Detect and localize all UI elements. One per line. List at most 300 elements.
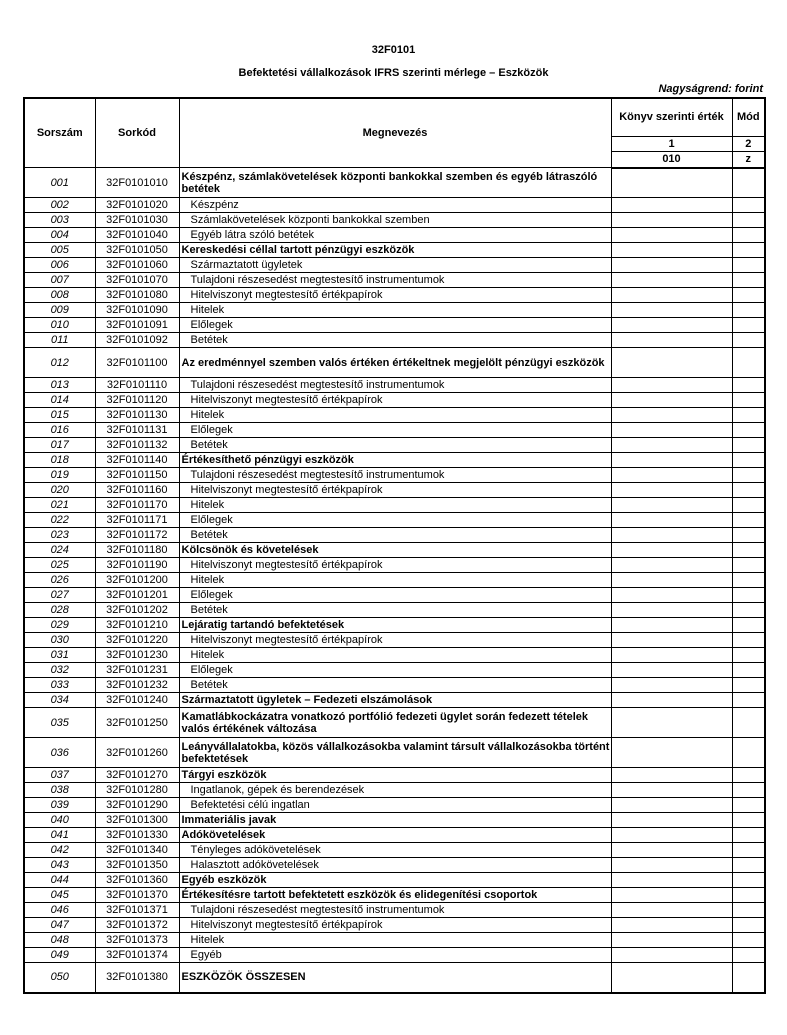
table-row bbox=[24, 933, 765, 948]
value-cell-mod[interactable] bbox=[732, 198, 765, 213]
value-cell-mod[interactable] bbox=[732, 933, 765, 948]
value-cell-konyv[interactable] bbox=[611, 438, 732, 453]
value-cell-konyv[interactable] bbox=[611, 798, 732, 813]
value-cell-mod[interactable] bbox=[732, 438, 765, 453]
value-cell-mod[interactable] bbox=[732, 858, 765, 873]
row-number: 045 bbox=[24, 888, 95, 903]
table-row bbox=[24, 228, 765, 243]
row-number: 044 bbox=[24, 873, 95, 888]
value-cell-konyv[interactable] bbox=[611, 933, 732, 948]
table-row bbox=[24, 738, 765, 768]
table-row bbox=[24, 198, 765, 213]
table-row bbox=[24, 498, 765, 513]
col-code-konyv: 010 bbox=[611, 152, 732, 168]
row-code: 32F0101170 bbox=[95, 498, 179, 513]
value-cell-mod[interactable] bbox=[732, 168, 765, 198]
value-cell-konyv[interactable] bbox=[611, 873, 732, 888]
row-label: Hitelviszonyt megtestesítő értékpapírok bbox=[179, 558, 611, 573]
row-number: 018 bbox=[24, 453, 95, 468]
table-row bbox=[24, 213, 765, 228]
value-cell-mod[interactable] bbox=[732, 258, 765, 273]
value-cell-mod[interactable] bbox=[732, 618, 765, 633]
row-label: Betétek bbox=[179, 678, 611, 693]
table-row bbox=[24, 453, 765, 468]
value-cell-konyv[interactable] bbox=[611, 678, 732, 693]
row-code: 32F0101060 bbox=[95, 258, 179, 273]
row-code: 32F0101350 bbox=[95, 858, 179, 873]
value-cell-konyv[interactable] bbox=[611, 633, 732, 648]
value-cell-konyv[interactable] bbox=[611, 408, 732, 423]
value-cell-mod[interactable] bbox=[732, 693, 765, 708]
value-cell-konyv[interactable] bbox=[611, 243, 732, 258]
table-row bbox=[24, 558, 765, 573]
row-number: 047 bbox=[24, 918, 95, 933]
table-row bbox=[24, 378, 765, 393]
value-cell-konyv[interactable] bbox=[611, 783, 732, 798]
row-code: 32F0101260 bbox=[95, 738, 179, 768]
value-cell-konyv[interactable] bbox=[611, 288, 732, 303]
value-cell-mod[interactable] bbox=[732, 408, 765, 423]
row-label: ESZKÖZÖK ÖSSZESEN bbox=[179, 963, 611, 993]
table-row bbox=[24, 543, 765, 558]
row-number: 050 bbox=[24, 963, 95, 993]
value-cell-konyv[interactable] bbox=[611, 318, 732, 333]
value-cell-konyv[interactable] bbox=[611, 303, 732, 318]
row-code: 32F0101201 bbox=[95, 588, 179, 603]
row-code: 32F0101091 bbox=[95, 318, 179, 333]
row-label: Előlegek bbox=[179, 318, 611, 333]
table-row bbox=[24, 423, 765, 438]
row-number: 007 bbox=[24, 273, 95, 288]
row-number: 002 bbox=[24, 198, 95, 213]
value-cell-konyv[interactable] bbox=[611, 918, 732, 933]
value-cell-mod[interactable] bbox=[732, 588, 765, 603]
table-row bbox=[24, 603, 765, 618]
row-code: 32F0101131 bbox=[95, 423, 179, 438]
value-cell-mod[interactable] bbox=[732, 453, 765, 468]
col-number-mod: 2 bbox=[732, 136, 765, 151]
row-number: 043 bbox=[24, 858, 95, 873]
value-cell-mod[interactable] bbox=[732, 603, 765, 618]
unit-label: Nagyságrend: forint bbox=[658, 83, 763, 95]
row-code: 32F0101372 bbox=[95, 918, 179, 933]
row-code: 32F0101180 bbox=[95, 543, 179, 558]
row-code: 32F0101130 bbox=[95, 408, 179, 423]
row-number: 028 bbox=[24, 603, 95, 618]
table-row bbox=[24, 678, 765, 693]
value-cell-konyv[interactable] bbox=[611, 498, 732, 513]
row-code: 32F0101340 bbox=[95, 843, 179, 858]
row-label: Származtatott ügyletek bbox=[179, 258, 611, 273]
form-code: 32F0101 bbox=[371, 44, 416, 56]
row-label: Hitelek bbox=[179, 498, 611, 513]
row-code: 32F0101270 bbox=[95, 768, 179, 783]
table-row bbox=[24, 318, 765, 333]
value-cell-mod[interactable] bbox=[732, 663, 765, 678]
row-code: 32F0101300 bbox=[95, 813, 179, 828]
value-cell-konyv[interactable] bbox=[611, 558, 732, 573]
row-number: 037 bbox=[24, 768, 95, 783]
value-cell-mod[interactable] bbox=[732, 738, 765, 768]
value-cell-konyv[interactable] bbox=[611, 468, 732, 483]
table-row bbox=[24, 573, 765, 588]
value-cell-konyv[interactable] bbox=[611, 423, 732, 438]
row-code: 32F0101160 bbox=[95, 483, 179, 498]
row-label: Hitelviszonyt megtestesítő értékpapírok bbox=[179, 633, 611, 648]
row-number: 004 bbox=[24, 228, 95, 243]
row-label: Hitelek bbox=[179, 303, 611, 318]
value-cell-konyv[interactable] bbox=[611, 348, 732, 378]
row-label: Halasztott adókövetelések bbox=[179, 858, 611, 873]
row-label: Betétek bbox=[179, 438, 611, 453]
row-label: Előlegek bbox=[179, 423, 611, 438]
value-cell-mod[interactable] bbox=[732, 348, 765, 378]
row-label: Készpénz bbox=[179, 198, 611, 213]
value-cell-konyv[interactable] bbox=[611, 738, 732, 768]
value-cell-mod[interactable] bbox=[732, 798, 765, 813]
value-cell-konyv[interactable] bbox=[611, 663, 732, 678]
table-row bbox=[24, 438, 765, 453]
row-label: Egyéb bbox=[179, 948, 611, 963]
value-cell-konyv[interactable] bbox=[611, 543, 732, 558]
row-number: 003 bbox=[24, 213, 95, 228]
row-label: Hitelek bbox=[179, 573, 611, 588]
table-row bbox=[24, 273, 765, 288]
row-number: 031 bbox=[24, 648, 95, 663]
value-cell-konyv[interactable] bbox=[611, 648, 732, 663]
table-row bbox=[24, 288, 765, 303]
row-label: Hitelek bbox=[179, 648, 611, 663]
row-code: 32F0101080 bbox=[95, 288, 179, 303]
row-label: Betétek bbox=[179, 528, 611, 543]
table-row bbox=[24, 918, 765, 933]
row-number: 019 bbox=[24, 468, 95, 483]
row-code: 32F0101020 bbox=[95, 198, 179, 213]
row-code: 32F0101330 bbox=[95, 828, 179, 843]
row-number: 048 bbox=[24, 933, 95, 948]
value-cell-konyv[interactable] bbox=[611, 333, 732, 348]
row-code: 32F0101220 bbox=[95, 633, 179, 648]
row-label: Előlegek bbox=[179, 513, 611, 528]
row-number: 041 bbox=[24, 828, 95, 843]
table-row bbox=[24, 588, 765, 603]
value-cell-konyv[interactable] bbox=[611, 273, 732, 288]
row-label: Lejáratig tartandó befektetések bbox=[179, 618, 611, 633]
value-cell-konyv[interactable] bbox=[611, 708, 732, 738]
row-number: 022 bbox=[24, 513, 95, 528]
value-cell-mod[interactable] bbox=[732, 273, 765, 288]
value-cell-konyv[interactable] bbox=[611, 903, 732, 918]
row-label: Adókövetelések bbox=[179, 828, 611, 843]
value-cell-mod[interactable] bbox=[732, 888, 765, 903]
table-row bbox=[24, 168, 765, 198]
value-cell-konyv[interactable] bbox=[611, 453, 732, 468]
value-cell-mod[interactable] bbox=[732, 633, 765, 648]
row-label: Kamatlábkockázatra vonatkozó portfólió fedezeti ügylet során fedezett tételek valós értékének változása bbox=[179, 708, 611, 738]
value-cell-mod[interactable] bbox=[732, 768, 765, 783]
row-label: Értékesíthető pénzügyi eszközök bbox=[179, 453, 611, 468]
row-number: 010 bbox=[24, 318, 95, 333]
value-cell-mod[interactable] bbox=[732, 783, 765, 798]
row-code: 32F0101150 bbox=[95, 468, 179, 483]
value-cell-konyv[interactable] bbox=[611, 513, 732, 528]
row-code: 32F0101070 bbox=[95, 273, 179, 288]
value-cell-mod[interactable] bbox=[732, 423, 765, 438]
row-number: 033 bbox=[24, 678, 95, 693]
value-cell-mod[interactable] bbox=[732, 243, 765, 258]
col-header-megnevezes: Megnevezés bbox=[179, 98, 611, 168]
row-number: 006 bbox=[24, 258, 95, 273]
value-cell-mod[interactable] bbox=[732, 468, 765, 483]
table-row bbox=[24, 633, 765, 648]
row-label: Hitelviszonyt megtestesítő értékpapírok bbox=[179, 288, 611, 303]
value-cell-mod[interactable] bbox=[732, 213, 765, 228]
col-code-mod: z bbox=[732, 152, 765, 168]
value-cell-konyv[interactable] bbox=[611, 843, 732, 858]
row-code: 32F0101010 bbox=[95, 168, 179, 198]
value-cell-mod[interactable] bbox=[732, 483, 765, 498]
table-row bbox=[24, 873, 765, 888]
row-label: Ingatlanok, gépek és berendezések bbox=[179, 783, 611, 798]
table-row bbox=[24, 243, 765, 258]
value-cell-mod[interactable] bbox=[732, 318, 765, 333]
row-code: 32F0101240 bbox=[95, 693, 179, 708]
row-number: 017 bbox=[24, 438, 95, 453]
value-cell-konyv[interactable] bbox=[611, 618, 732, 633]
row-number: 016 bbox=[24, 423, 95, 438]
row-number: 027 bbox=[24, 588, 95, 603]
row-code: 32F0101210 bbox=[95, 618, 179, 633]
row-number: 030 bbox=[24, 633, 95, 648]
row-code: 32F0101132 bbox=[95, 438, 179, 453]
row-label: Hitelviszonyt megtestesítő értékpapírok bbox=[179, 483, 611, 498]
value-cell-konyv[interactable] bbox=[611, 528, 732, 543]
row-number: 023 bbox=[24, 528, 95, 543]
value-cell-konyv[interactable] bbox=[611, 393, 732, 408]
value-cell-konyv[interactable] bbox=[611, 378, 732, 393]
table-row bbox=[24, 948, 765, 963]
table-row bbox=[24, 693, 765, 708]
row-label: Leányvállalatokba, közös vállalkozásokba valamint társult vállalkozásokba történt befektetések bbox=[179, 738, 611, 768]
row-number: 015 bbox=[24, 408, 95, 423]
row-number: 005 bbox=[24, 243, 95, 258]
row-label: Kereskedési céllal tartott pénzügyi eszközök bbox=[179, 243, 611, 258]
row-number: 029 bbox=[24, 618, 95, 633]
row-label: Előlegek bbox=[179, 588, 611, 603]
row-code: 32F0101200 bbox=[95, 573, 179, 588]
col-header-konyv: Könyv szerinti érték bbox=[611, 98, 732, 136]
value-cell-mod[interactable] bbox=[732, 378, 765, 393]
table-row bbox=[24, 393, 765, 408]
value-cell-konyv[interactable] bbox=[611, 258, 732, 273]
row-label: Hitelviszonyt megtestesítő értékpapírok bbox=[179, 918, 611, 933]
value-cell-konyv[interactable] bbox=[611, 963, 732, 993]
value-cell-konyv[interactable] bbox=[611, 213, 732, 228]
value-cell-mod[interactable] bbox=[732, 528, 765, 543]
row-code: 32F0101232 bbox=[95, 678, 179, 693]
value-cell-konyv[interactable] bbox=[611, 948, 732, 963]
row-label: Tulajdoni részesedést megtestesítő instrumentumok bbox=[179, 468, 611, 483]
row-label: Tulajdoni részesedést megtestesítő instrumentumok bbox=[179, 378, 611, 393]
table-row bbox=[24, 963, 765, 993]
table-row bbox=[24, 618, 765, 633]
row-label: Származtatott ügyletek – Fedezeti elszámolások bbox=[179, 693, 611, 708]
row-number: 021 bbox=[24, 498, 95, 513]
row-label: Tulajdoni részesedést megtestesítő instrumentumok bbox=[179, 273, 611, 288]
value-cell-konyv[interactable] bbox=[611, 693, 732, 708]
row-code: 32F0101100 bbox=[95, 348, 179, 378]
value-cell-mod[interactable] bbox=[732, 228, 765, 243]
value-cell-mod[interactable] bbox=[732, 648, 765, 663]
table-row bbox=[24, 708, 765, 738]
value-cell-mod[interactable] bbox=[732, 708, 765, 738]
value-cell-konyv[interactable] bbox=[611, 813, 732, 828]
row-label: Az eredménnyel szemben valós értéken értékeltnek megjelölt pénzügyi eszközök bbox=[179, 348, 611, 378]
row-code: 32F0101040 bbox=[95, 228, 179, 243]
row-number: 032 bbox=[24, 663, 95, 678]
value-cell-konyv[interactable] bbox=[611, 228, 732, 243]
value-cell-konyv[interactable] bbox=[611, 828, 732, 843]
row-number: 013 bbox=[24, 378, 95, 393]
row-code: 32F0101370 bbox=[95, 888, 179, 903]
row-code: 32F0101290 bbox=[95, 798, 179, 813]
row-code: 32F0101360 bbox=[95, 873, 179, 888]
row-number: 011 bbox=[24, 333, 95, 348]
value-cell-mod[interactable] bbox=[732, 558, 765, 573]
value-cell-mod[interactable] bbox=[732, 963, 765, 993]
table-row bbox=[24, 408, 765, 423]
table-row bbox=[24, 843, 765, 858]
table-row bbox=[24, 663, 765, 678]
row-number: 040 bbox=[24, 813, 95, 828]
value-cell-konyv[interactable] bbox=[611, 768, 732, 783]
row-label: Hitelek bbox=[179, 408, 611, 423]
row-number: 036 bbox=[24, 738, 95, 768]
row-number: 024 bbox=[24, 543, 95, 558]
row-label: Hitelviszonyt megtestesítő értékpapírok bbox=[179, 393, 611, 408]
value-cell-konyv[interactable] bbox=[611, 483, 732, 498]
row-number: 009 bbox=[24, 303, 95, 318]
value-cell-konyv[interactable] bbox=[611, 888, 732, 903]
row-label: Tényleges adókövetelések bbox=[179, 843, 611, 858]
value-cell-mod[interactable] bbox=[732, 813, 765, 828]
table-row bbox=[24, 648, 765, 663]
value-cell-konyv[interactable] bbox=[611, 573, 732, 588]
value-cell-konyv[interactable] bbox=[611, 588, 732, 603]
row-number: 042 bbox=[24, 843, 95, 858]
row-code: 32F0101231 bbox=[95, 663, 179, 678]
row-label: Értékesítésre tartott befektetett eszközök és elidegenítési csoportok bbox=[179, 888, 611, 903]
row-label: Egyéb látra szóló betétek bbox=[179, 228, 611, 243]
table-row bbox=[24, 513, 765, 528]
table-row bbox=[24, 528, 765, 543]
row-number: 049 bbox=[24, 948, 95, 963]
row-label: Egyéb eszközök bbox=[179, 873, 611, 888]
row-label: Tárgyi eszközök bbox=[179, 768, 611, 783]
row-code: 32F0101050 bbox=[95, 243, 179, 258]
value-cell-mod[interactable] bbox=[732, 543, 765, 558]
row-number: 012 bbox=[24, 348, 95, 378]
table-row bbox=[24, 348, 765, 378]
table-row bbox=[24, 798, 765, 813]
value-cell-konyv[interactable] bbox=[611, 858, 732, 873]
row-code: 32F0101374 bbox=[95, 948, 179, 963]
value-cell-mod[interactable] bbox=[732, 843, 765, 858]
col-header-mod: Mód bbox=[732, 98, 765, 136]
row-code: 32F0101172 bbox=[95, 528, 179, 543]
row-code: 32F0101120 bbox=[95, 393, 179, 408]
table-row bbox=[24, 888, 765, 903]
row-number: 001 bbox=[24, 168, 95, 198]
table-row bbox=[24, 828, 765, 843]
value-cell-konyv[interactable] bbox=[611, 603, 732, 618]
value-cell-mod[interactable] bbox=[732, 903, 765, 918]
col-number-konyv: 1 bbox=[611, 136, 732, 151]
row-number: 034 bbox=[24, 693, 95, 708]
row-label: Előlegek bbox=[179, 663, 611, 678]
value-cell-mod[interactable] bbox=[732, 948, 765, 963]
row-number: 026 bbox=[24, 573, 95, 588]
value-cell-mod[interactable] bbox=[732, 333, 765, 348]
value-cell-mod[interactable] bbox=[732, 393, 765, 408]
value-cell-mod[interactable] bbox=[732, 513, 765, 528]
balance-sheet-table bbox=[23, 97, 766, 994]
row-number: 014 bbox=[24, 393, 95, 408]
row-label: Immateriális javak bbox=[179, 813, 611, 828]
col-header-sorszam: Sorszám bbox=[24, 98, 95, 168]
value-cell-mod[interactable] bbox=[732, 678, 765, 693]
row-number: 008 bbox=[24, 288, 95, 303]
value-cell-mod[interactable] bbox=[732, 303, 765, 318]
col-header-sorkod: Sorkód bbox=[95, 98, 179, 168]
value-cell-mod[interactable] bbox=[732, 288, 765, 303]
value-cell-mod[interactable] bbox=[732, 828, 765, 843]
table-row bbox=[24, 858, 765, 873]
row-number: 025 bbox=[24, 558, 95, 573]
row-code: 32F0101202 bbox=[95, 603, 179, 618]
row-label: Betétek bbox=[179, 603, 611, 618]
table-row bbox=[24, 903, 765, 918]
row-code: 32F0101092 bbox=[95, 333, 179, 348]
value-cell-mod[interactable] bbox=[732, 918, 765, 933]
row-code: 32F0101371 bbox=[95, 903, 179, 918]
form-title: Befektetési vállalkozások IFRS szerinti mérlege – Eszközök bbox=[238, 67, 549, 79]
row-code: 32F0101280 bbox=[95, 783, 179, 798]
row-code: 32F0101230 bbox=[95, 648, 179, 663]
table-row bbox=[24, 468, 765, 483]
row-code: 32F0101171 bbox=[95, 513, 179, 528]
value-cell-mod[interactable] bbox=[732, 573, 765, 588]
value-cell-konyv[interactable] bbox=[611, 198, 732, 213]
row-label: Tulajdoni részesedést megtestesítő instrumentumok bbox=[179, 903, 611, 918]
value-cell-konyv[interactable] bbox=[611, 168, 732, 198]
table-row bbox=[24, 813, 765, 828]
row-code: 32F0101030 bbox=[95, 213, 179, 228]
value-cell-mod[interactable] bbox=[732, 498, 765, 513]
table-row bbox=[24, 303, 765, 318]
row-code: 32F0101373 bbox=[95, 933, 179, 948]
row-code: 32F0101110 bbox=[95, 378, 179, 393]
row-number: 046 bbox=[24, 903, 95, 918]
row-label: Betétek bbox=[179, 333, 611, 348]
value-cell-mod[interactable] bbox=[732, 873, 765, 888]
row-number: 039 bbox=[24, 798, 95, 813]
row-code: 32F0101090 bbox=[95, 303, 179, 318]
row-label: Készpénz, számlakövetelések központi bankokkal szemben és egyéb látraszóló betétek bbox=[179, 168, 611, 198]
table-row bbox=[24, 768, 765, 783]
row-label: Befektetési célú ingatlan bbox=[179, 798, 611, 813]
table-row bbox=[24, 333, 765, 348]
